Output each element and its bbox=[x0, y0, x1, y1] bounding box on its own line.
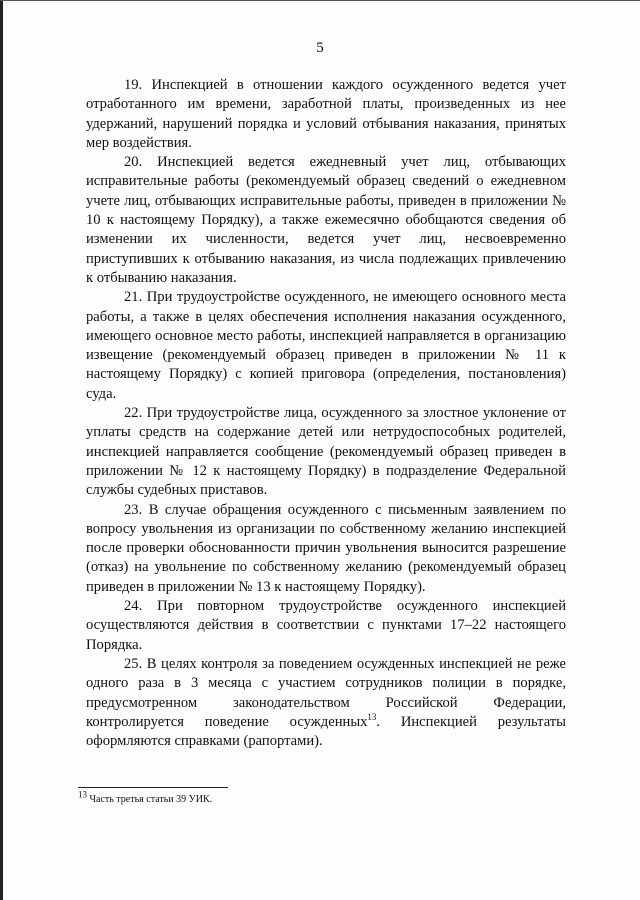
paragraph-25-tail: . Инспекцией результаты оформляются справками (рапортами). bbox=[86, 713, 566, 750]
paragraph-22: 22. При трудоустройстве лица, осужденного за злостное уклонение от уплаты средств на содержание детей или нетрудоспособных родителей, инспекцией направляется сообщение (рекомендуемый образец приведен в приложении № 12 к настоящему Порядку) в подразделение Федеральной службы судебных приставов. bbox=[86, 405, 566, 499]
scan-edge-left bbox=[0, 0, 3, 900]
document-body bbox=[86, 76, 566, 751]
paragraph-19: 19. Инспекцией в отношении каждого осужденного ведется учет отработанного им времени, заработной платы, произведенных из нее удержаний, нарушений порядка и условий отбывания наказания, принятых мер воздействия. bbox=[86, 77, 566, 151]
footnote-reference: 13 bbox=[367, 711, 377, 722]
paragraph-20: 20. Инспекцией ведется ежедневный учет лиц, отбывающих исправительные работы (рекомендуемый образец сведений о ежедневном учете лиц, отбывающих исправительные работы, приведен в приложении № 10 к настоящему Порядку), а также ежемесячно обобщаются сведения об изменении их численности, ведется учет лиц, несвоевременно приступивших к отбыванию наказания, из числа подлежащих привлечению к отбыванию наказания. bbox=[86, 154, 566, 286]
page-number: 5 bbox=[316, 40, 324, 56]
paragraph-23: 23. В случае обращения осужденного с письменным заявлением по вопросу увольнения из организации по собственному желанию инспекцией после проверки обоснованности причин увольнения выносится разрешение (отказ) на увольнение по собственному желанию (рекомендуемый образец приведен в приложении № 13 к настоящему Порядку). bbox=[86, 501, 566, 595]
footnote-marker: 13 bbox=[78, 789, 87, 800]
scan-edge-top bbox=[0, 0, 640, 1]
paragraph-21: 21. При трудоустройстве осужденного, не имеющего основного места работы, а также в целях обеспечения исполнения наказания осужденного, имеющего основное место работы, инспекцией направляется в организацию извещение (рекомендуемый образец приведен в приложении № 11 к настоящему Порядку) с копией приговора (определения, постановления) суда. bbox=[86, 289, 566, 402]
footnote bbox=[78, 789, 558, 806]
footnote-divider bbox=[78, 787, 228, 788]
footnote-text: Часть третья статьи 39 УИК. bbox=[87, 794, 213, 805]
paragraph-25-text: 25. В целях контроля за поведением осужденных инспекцией не реже одного раза в 3 месяца с участием сотрудников полиции в порядке, предусмотренном законодательством Российской Федерации, контролируется поведение осужденных bbox=[86, 655, 566, 730]
paragraph-25 bbox=[86, 655, 566, 751]
paragraph-24: 24. При повторном трудоустройстве осужденного инспекцией осуществляются действия в соответствии с пунктами 17–22 настоящего Порядка. bbox=[86, 598, 566, 653]
